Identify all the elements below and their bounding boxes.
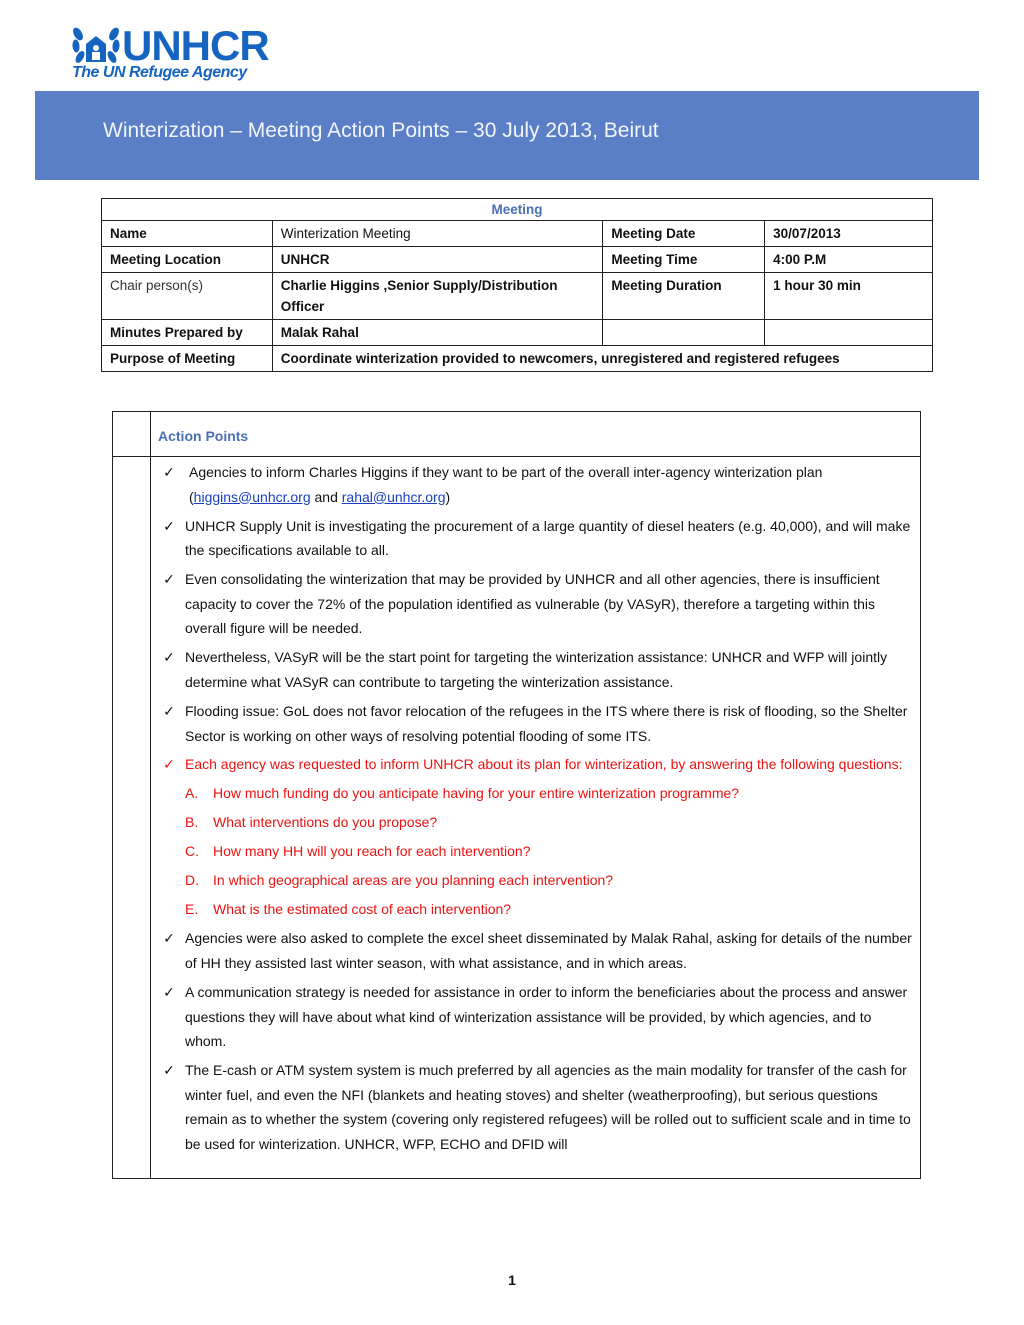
- header-divider: [113, 456, 920, 457]
- meeting-date-label: Meeting Date: [603, 221, 765, 247]
- purpose-label: Purpose of Meeting: [102, 346, 273, 372]
- item-text: Flooding issue: GoL does not favor relocation of the refugees in the ITS where there is risk of flooding, so the Shelter Sector is working on other ways of resolving potential flooding of some ITS.: [185, 702, 908, 744]
- action-points-table: [112, 411, 921, 1179]
- name-label: Name: [102, 221, 273, 247]
- list-item: [159, 460, 912, 509]
- unhcr-logo: [70, 22, 280, 84]
- empty-cell: [603, 320, 765, 346]
- checkmark-icon: ✓: [163, 571, 175, 588]
- meeting-time-value: 4:00 P.M: [765, 247, 933, 273]
- table-row: [102, 221, 933, 247]
- list-item: [159, 752, 912, 777]
- minutes-label: Minutes Prepared by: [102, 320, 273, 346]
- meeting-location-label: Meeting Location: [102, 247, 273, 273]
- list-item: [159, 567, 912, 641]
- title-banner: [35, 91, 979, 180]
- item-text: Each agency was requested to inform UNHCR about its plan for winterization, by answering the following questions:: [185, 756, 903, 773]
- table-row: [102, 247, 933, 273]
- name-value: Winterization Meeting: [272, 221, 603, 247]
- meeting-time-label: Meeting Time: [603, 247, 765, 273]
- checkmark-icon: ✓: [163, 464, 175, 480]
- item-text: Agencies to inform Charles Higgins if they want to be part of the overall inter-agency winterization plan (: [189, 464, 823, 505]
- list-item: [159, 514, 912, 563]
- item-text: Even consolidating the winterization that may be provided by UNHCR and all other agencies, there is insufficient capacity to cover the 72% of the population identified as vulnerable (by VASyR), therefore a targeting within this overall figure will be needed.: [185, 571, 880, 637]
- logo-tagline: The UN Refugee Agency: [72, 64, 247, 81]
- item-text: A communication strategy is needed for assistance in order to inform the beneficiaries about the process and answer questions they will have about what kind of winterization assistance will be provided, by which agencies, and to whom.: [185, 983, 908, 1050]
- item-text: Nevertheless, VASyR will be the start point for targeting the winterization assistance: UNHCR and WFP will jointly determine what VASyR can contribute to targeting the winterization assistance.: [185, 649, 888, 690]
- checkmark-icon: ✓: [163, 756, 175, 773]
- checkmark-icon: ✓: [163, 1062, 175, 1079]
- checkmark-icon: ✓: [163, 702, 175, 719]
- document-title: Winterization – Meeting Action Points – 30 July 2013, Beirut: [103, 119, 659, 142]
- item-text: and: [310, 488, 342, 505]
- question-text: What is the estimated cost of each intervention?: [213, 901, 512, 918]
- question-item: [159, 781, 912, 806]
- question-item: [159, 868, 912, 893]
- question-text: What interventions do you propose?: [213, 814, 438, 831]
- chair-label: Chair person(s): [102, 273, 273, 320]
- checkmark-icon: ✓: [163, 517, 175, 534]
- question-text: How many HH will you reach for each intervention?: [213, 843, 531, 860]
- action-points-title: Action Points: [158, 428, 249, 444]
- question-letter: B.: [185, 814, 199, 831]
- table-row: [102, 199, 933, 221]
- list-item: [159, 699, 912, 748]
- logo-wordmark: UNHCR: [122, 22, 269, 69]
- question-item: [159, 839, 912, 864]
- meeting-location-value: UNHCR: [272, 247, 603, 273]
- question-letter: C.: [185, 843, 199, 860]
- list-item: [159, 645, 912, 694]
- question-letter: D.: [185, 872, 199, 889]
- table-row: [102, 273, 933, 320]
- checkmark-icon: ✓: [163, 930, 175, 947]
- email-link-rahal[interactable]: rahal@unhcr.org: [341, 488, 446, 505]
- unhcr-emblem-icon: [70, 24, 122, 68]
- table-row: [102, 346, 933, 372]
- question-item: [159, 897, 912, 922]
- question-letter: E.: [185, 901, 199, 918]
- table-row: [102, 320, 933, 346]
- checkmark-icon: ✓: [163, 649, 175, 666]
- question-text: How much funding do you anticipate having for your entire winterization programme?: [213, 785, 740, 802]
- purpose-value: Coordinate winterization provided to newcomers, unregistered and registered refugees: [272, 346, 932, 372]
- column-divider: [150, 412, 151, 1178]
- list-item: [159, 1058, 912, 1156]
- meeting-duration-value: 1 hour 30 min: [765, 273, 933, 320]
- chair-value: Charlie Higgins ,Senior Supply/Distribution Officer: [272, 273, 603, 320]
- checkmark-icon: ✓: [163, 983, 175, 1000]
- question-text: In which geographical areas are you planning each intervention?: [213, 872, 614, 889]
- question-letter: A.: [185, 785, 199, 802]
- meeting-table-header: Meeting: [102, 199, 933, 221]
- list-item: [159, 926, 912, 975]
- email-link-higgins[interactable]: higgins@unhcr.org: [193, 488, 311, 505]
- action-points-list: [159, 460, 912, 1161]
- item-text: The E-cash or ATM system system is much preferred by all agencies as the main modality for transfer of the cash for winter fuel, and even the NFI (blankets and heating stoves) and shelter (weatherproofing), but serious questions remain as to whether the system (covering only registered refugees) will be rolled out to sufficient scale and in time to be used for winterization. UNHCR, WFP, ECHO and DFID will: [185, 1062, 911, 1152]
- question-item: [159, 810, 912, 835]
- item-text: ): [445, 488, 451, 505]
- meeting-info-table: [101, 198, 933, 372]
- empty-cell: [765, 320, 933, 346]
- page-number: 1: [508, 1272, 516, 1288]
- list-item: [159, 980, 912, 1054]
- meeting-duration-label: Meeting Duration: [603, 273, 765, 320]
- minutes-value: Malak Rahal: [272, 320, 603, 346]
- item-text: Agencies were also asked to complete the excel sheet disseminated by Malak Rahal, asking for details of the number of HH they assisted last winter season, with what assistance, and in which areas.: [185, 930, 912, 971]
- meeting-date-value: 30/07/2013: [765, 221, 933, 247]
- item-text: UNHCR Supply Unit is investigating the procurement of a large quantity of diesel heaters (e.g. 40,000), and will make the specifications available to all.: [185, 517, 911, 559]
